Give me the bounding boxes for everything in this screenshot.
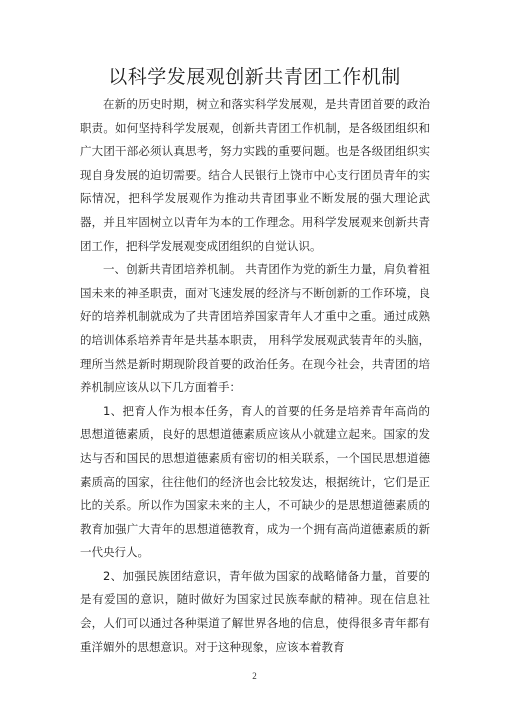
body-paragraph-point-two: 2、加强民族团结意识，青年做为国家的战略储备力量，首要的是有爱国的意识，随时做好为国家过民族奉献的精神。现在信息社会，人们可以通过各种渠道了解世界各地的信息，使得很多青年都有重洋媚外的思想意识。对于这种现象，应该本着教育 <box>80 568 430 654</box>
body-paragraph-point-one: 1、把育人作为根本任务，育人的首要的任务是培养青年高尚的思想道德素质，良好的思想道德素质应该从小就建立起来。国家的发达与否和国民的思想道德素质有密切的相关联系，一个国民思想道德素质高的国家，往往他们的经济也会比较发达，根据统计，它们是正比的关系。所以作为国家未来的主人，不可缺少的是思想道德素质的教育加强广大青年的思想道德教育，成为一个拥有高尚道德素质的新一代央行人。 <box>80 403 430 560</box>
document-body <box>80 93 430 659</box>
body-paragraph-intro: 在新的历史时期，树立和落实科学发展观，是共青团首要的政治职责。如何坚持科学发展观，创新共青团工作机制，是各级团组织和广大团干部必须认真思考，努力实践的重要问题。也是各级团组织实现自身发展的迫切需要。结合人民银行上饶市中心支行团员青年的实际情况，把科学发展观作为推动共青团事业不断发展的强大理论武器，并且牢固树立以青年为本的工作理念。用科学发展观来创新共青团工作，把科学发展观变成团组织的自觉认识。 <box>80 97 430 253</box>
body-paragraph-section-one: 一、创新共青团培养机制。 共青团作为党的新生力量，肩负着祖国未来的神圣职责，面对飞速发展的经济与不断创新的工作环境，良好的培养机制就成为了共青团培养国家青年人才重中之重。通过成熟的培训体系培养青年是共基本职责， 用科学发展观武装青年的头脑，理所当然是新时期现阶段首要的政治任务。在现今社会，共青团的培养机制应该从以下几方面着手： <box>80 262 430 395</box>
page-number: 2 <box>252 671 257 681</box>
document-title: 以科学发展观创新共青团工作机制 <box>108 66 401 88</box>
